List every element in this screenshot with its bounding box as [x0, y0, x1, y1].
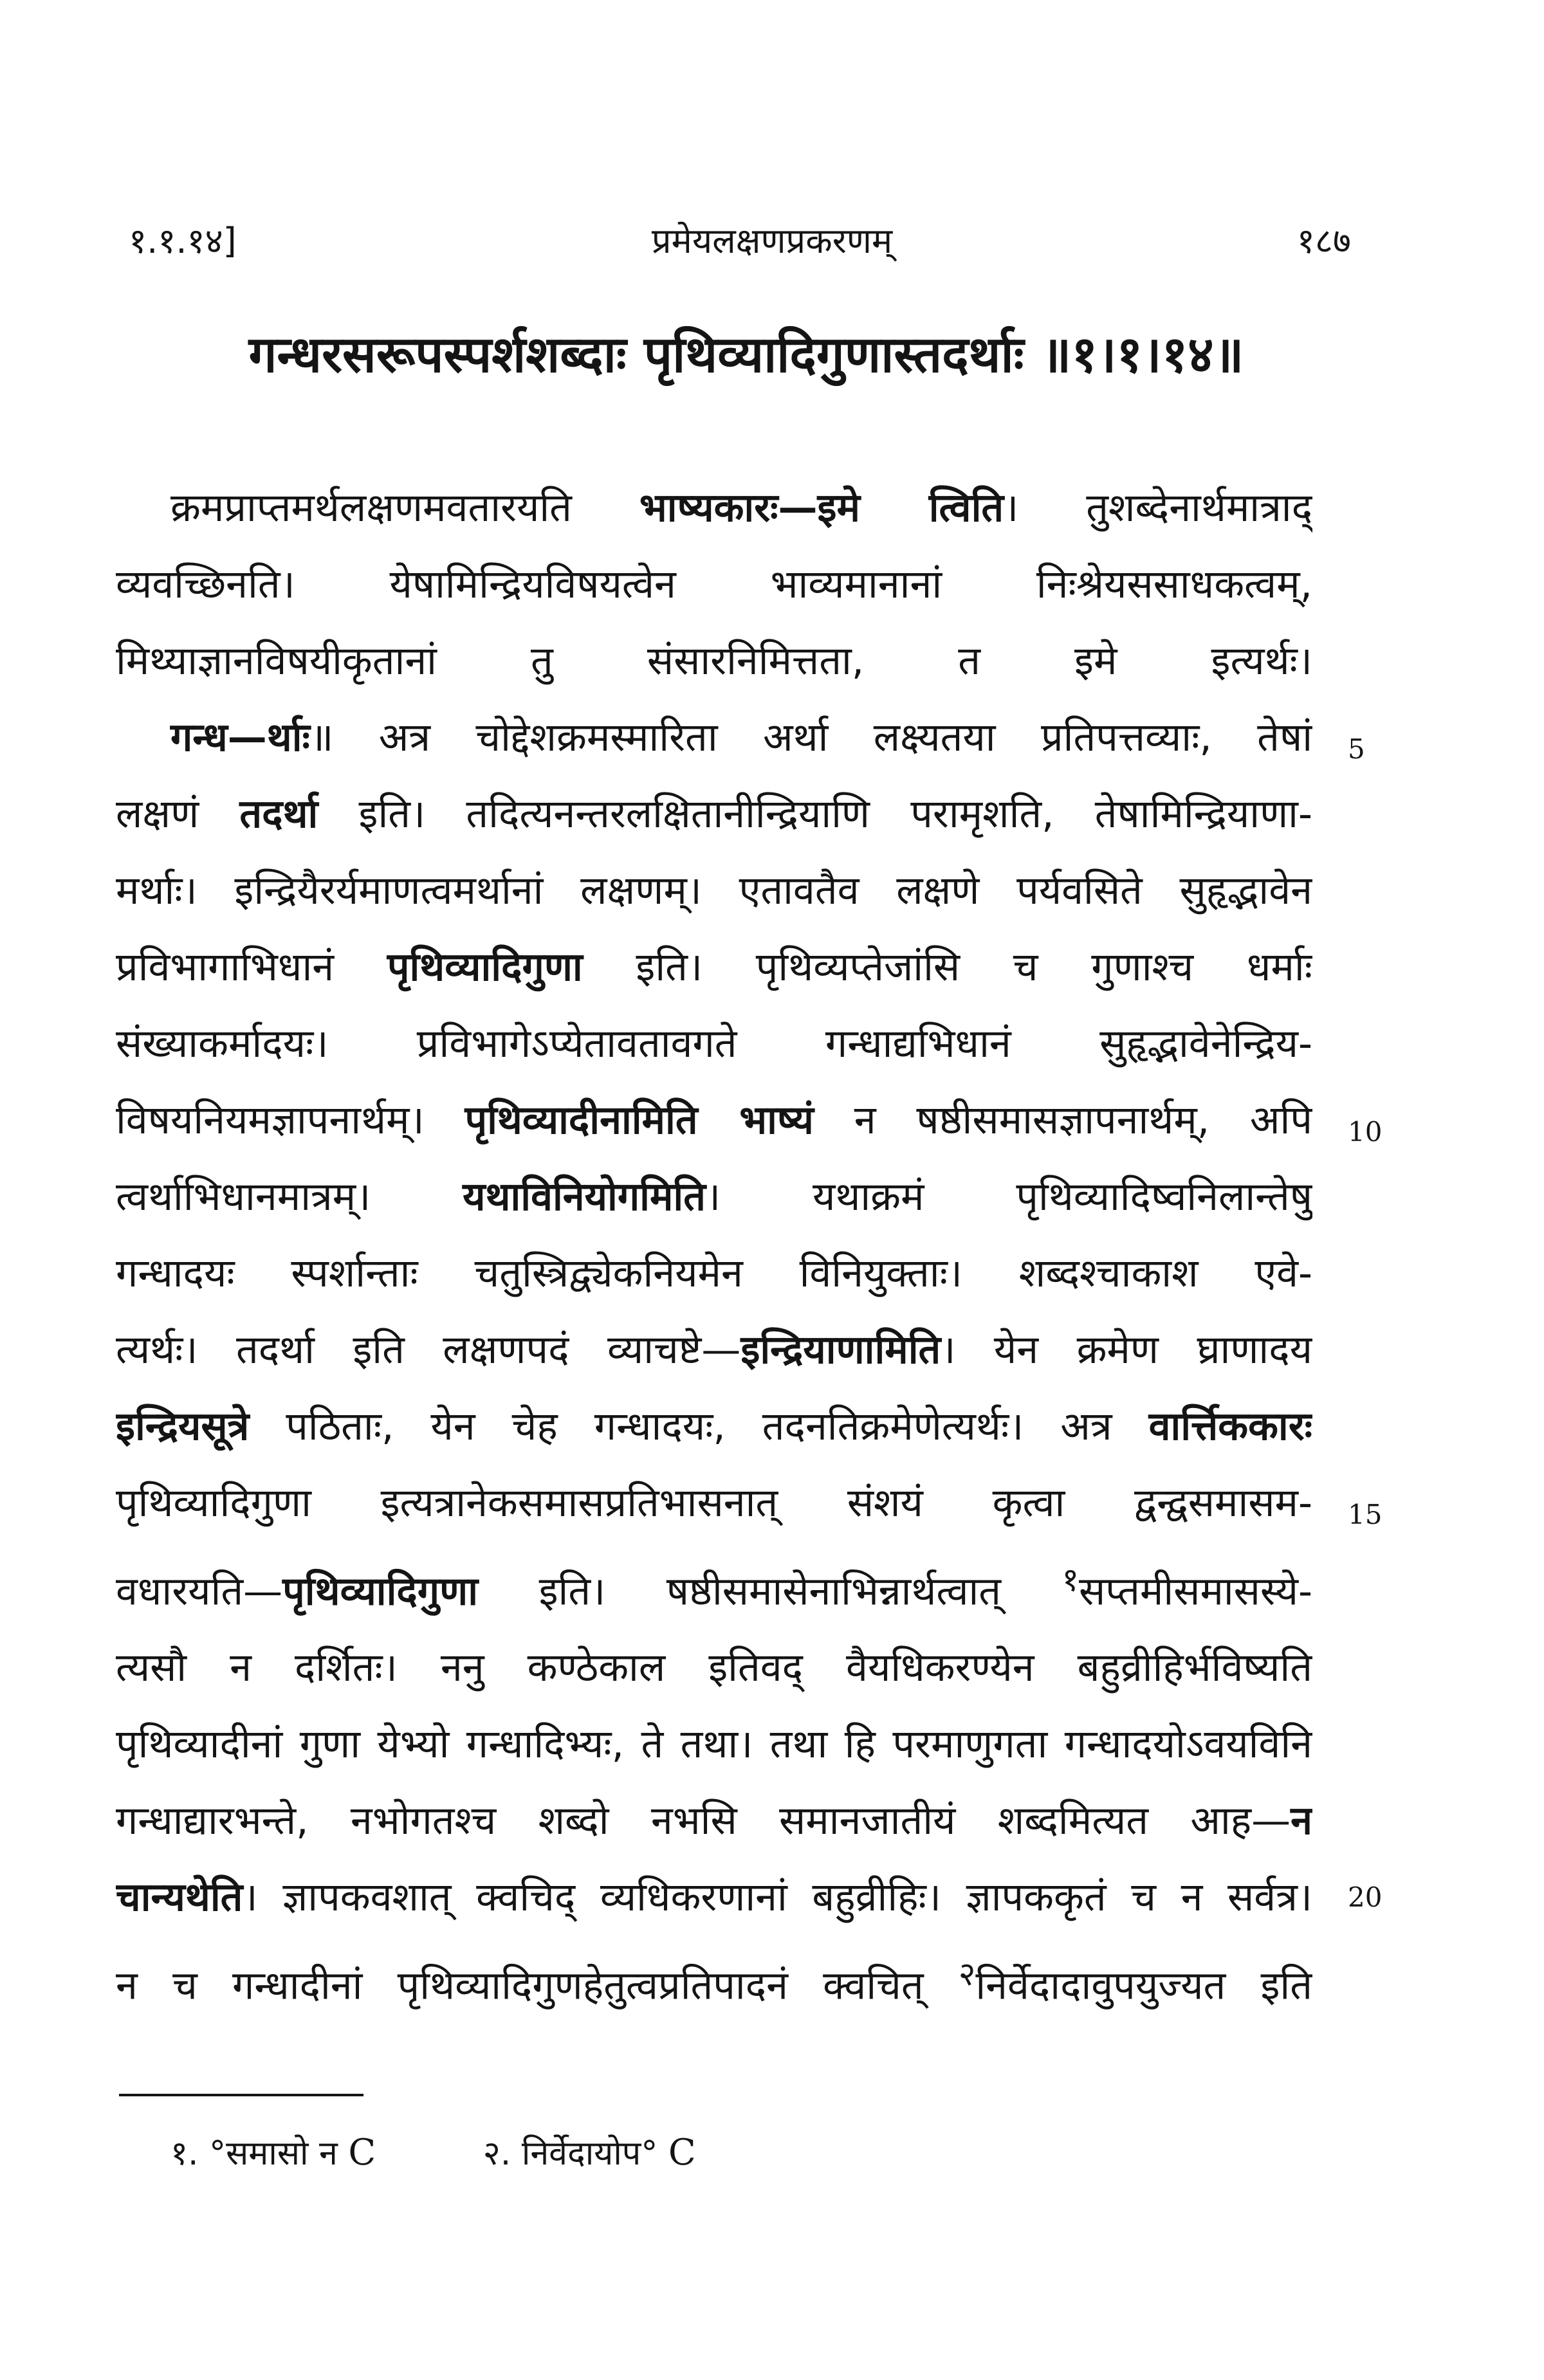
- bold-quote: पृथिव्यादीनामिति भाष्यं: [464, 1097, 814, 1143]
- text-line: संख्याकर्मादयः। प्रविभागेऽप्येतावतावगते गन्धाद्यभिधानं सुहृद्भावेनेन्द्रिय-: [116, 1021, 1312, 1066]
- commentary-body: [116, 470, 1312, 2024]
- footnote-2: २. निर्वेदायोप° C: [482, 2132, 696, 2174]
- text-line: लक्षणं तदर्था इति। तदित्यनन्तरलक्षितानीन्द्रियाणि परामृशति, तेषामिन्द्रियाणा-: [116, 791, 1312, 837]
- text-line: वधारयति—पृथिव्यादिगुणा इति। षष्ठीसमासेनाभिन्नार्थत्वात् $^१$सप्तमीसमासस्ये-: [116, 1561, 1312, 1615]
- text-line: गन्ध—र्थाः॥ अत्र चोद्देशक्रमस्मारिता अर्था लक्ष्यतया प्रतिपत्तव्याः, तेषां: [170, 715, 1312, 760]
- bold-quote: न: [1291, 1798, 1312, 1844]
- footnote-marker: २: [958, 1955, 976, 1993]
- bold-quote: चान्यथेति: [116, 1874, 243, 1921]
- line-number: 15: [1348, 1499, 1383, 1530]
- text-line: पृथिव्यादीनां गुणा येभ्यो गन्धादिभ्यः, ते तथा। तथा हि परमाणुगता गन्धादयोऽवयविनि: [116, 1721, 1312, 1768]
- line-number: 5: [1348, 733, 1365, 765]
- text-line: गन्धाद्यारभन्ते, नभोगतश्च शब्दो नभसि समानजातीयं शब्दमित्यत आह—न: [116, 1798, 1312, 1844]
- bold-quote: वार्त्तिककारः: [1148, 1404, 1312, 1449]
- text-line: त्यसौ न दर्शितः। ननु कण्ठेकाल इतिवद् वैयधिकरण्येन बहुव्रीहिर्भविष्यति: [116, 1645, 1312, 1691]
- sutra-heading: गन्धरसरूपस्पर्शशब्दाः पृथिव्यादिगुणास्तदर्थाः ॥१।१।१४॥: [248, 326, 1244, 384]
- page-number: १८७: [1296, 221, 1351, 261]
- text-line: न च गन्धादीनां पृथिव्यादिगुणहेतुत्वप्रतिपादनं क्वचित् $^२$निर्वेदादावुपयुज्यत इति: [116, 1955, 1312, 2009]
- bold-quote: गन्ध—र्थाः: [170, 715, 310, 760]
- text-line: क्रमप्राप्तमर्थलक्षणमवतारयति भाष्यकारः—इमे त्विति। तुशब्देनार्थमात्राद्: [170, 485, 1312, 531]
- bold-quote: यथाविनियोगमिति: [463, 1174, 706, 1220]
- footnote-1: १. °समासो न C: [170, 2132, 376, 2174]
- bold-quote: पृथिव्यादिगुणा: [282, 1568, 479, 1615]
- text-line: प्रविभागाभिधानं पृथिव्यादिगुणा इति। पृथिव्यप्तेजांसि च गुणाश्च धर्माः: [116, 944, 1312, 990]
- line-number: 10: [1348, 1116, 1383, 1148]
- bold-quote: इन्द्रियसूत्रे: [116, 1404, 250, 1449]
- text-line: इन्द्रियसूत्रे पठिताः, येन चेह गन्धादयः, तदनतिक्रमेणेत्यर्थः। अत्र वार्त्तिककारः: [116, 1404, 1312, 1449]
- footnote-marker: १: [1062, 1561, 1080, 1598]
- text-line: गन्धादयः स्पर्शान्ताः चतुस्त्रिद्व्येकनियमेन विनियुक्ताः। शब्दश्चाकाश एवे-: [116, 1250, 1312, 1296]
- bold-quote: इन्द्रियाणामिति: [740, 1327, 941, 1373]
- section-reference: १.१.१४]: [129, 221, 237, 261]
- bold-quote: पृथिव्यादिगुणा: [387, 944, 583, 990]
- line-number: 20: [1348, 1881, 1383, 1913]
- text-line: चान्यथेति। ज्ञापकवशात् क्वचिद् व्यधिकरणानां बहुव्रीहिः। ज्ञापककृतं च न सर्वत्र।: [116, 1874, 1312, 1921]
- paragraph-1: [116, 470, 1312, 699]
- running-header: [0, 215, 1544, 273]
- bold-quote: भाष्यकारः—इमे त्विति: [639, 485, 1004, 531]
- chapter-title: प्रमेयलक्षणप्रकरणम्: [651, 221, 893, 261]
- bold-quote: तदर्था: [239, 791, 318, 837]
- text-line: पृथिव्यादिगुणा इत्यत्रानेकसमासप्रतिभासनात् संशयं कृत्वा द्वन्द्वसमासम-: [116, 1480, 1312, 1526]
- paragraph-2: [116, 699, 1312, 2024]
- text-line: व्यवच्छिनति। येषामिन्द्रियविषयत्वेन भाव्यमानानां निःश्रेयससाधकत्वम्,: [116, 562, 1312, 607]
- text-line: मिथ्याज्ञानविषयीकृतानां तु संसारनिमित्तता, त इमे इत्यर्थः।: [116, 638, 1312, 684]
- text-line: त्वर्थाभिधानमात्रम्। यथाविनियोगमिति। यथाक्रमं पृथिव्यादिष्वनिलान्तेषु: [116, 1174, 1312, 1220]
- text-line: विषयनियमज्ञापनार्थम्। पृथिव्यादीनामिति भाष्यं न षष्ठीसमासज्ञापनार्थम्, अपि: [116, 1097, 1312, 1143]
- text-line: त्यर्थः। तदर्था इति लक्षणपदं व्याचष्टे—इन्द्रियाणामिति। येन क्रमेण घ्राणादय: [116, 1327, 1312, 1373]
- footnotes: [170, 2129, 696, 2175]
- footnote-rule: [119, 2094, 363, 2096]
- text-line: मर्थाः। इन्द्रियैरर्यमाणत्वमर्थानां लक्षणम्। एतावतैव लक्षणे पर्यवसिते सुहृद्भावेन: [116, 868, 1312, 913]
